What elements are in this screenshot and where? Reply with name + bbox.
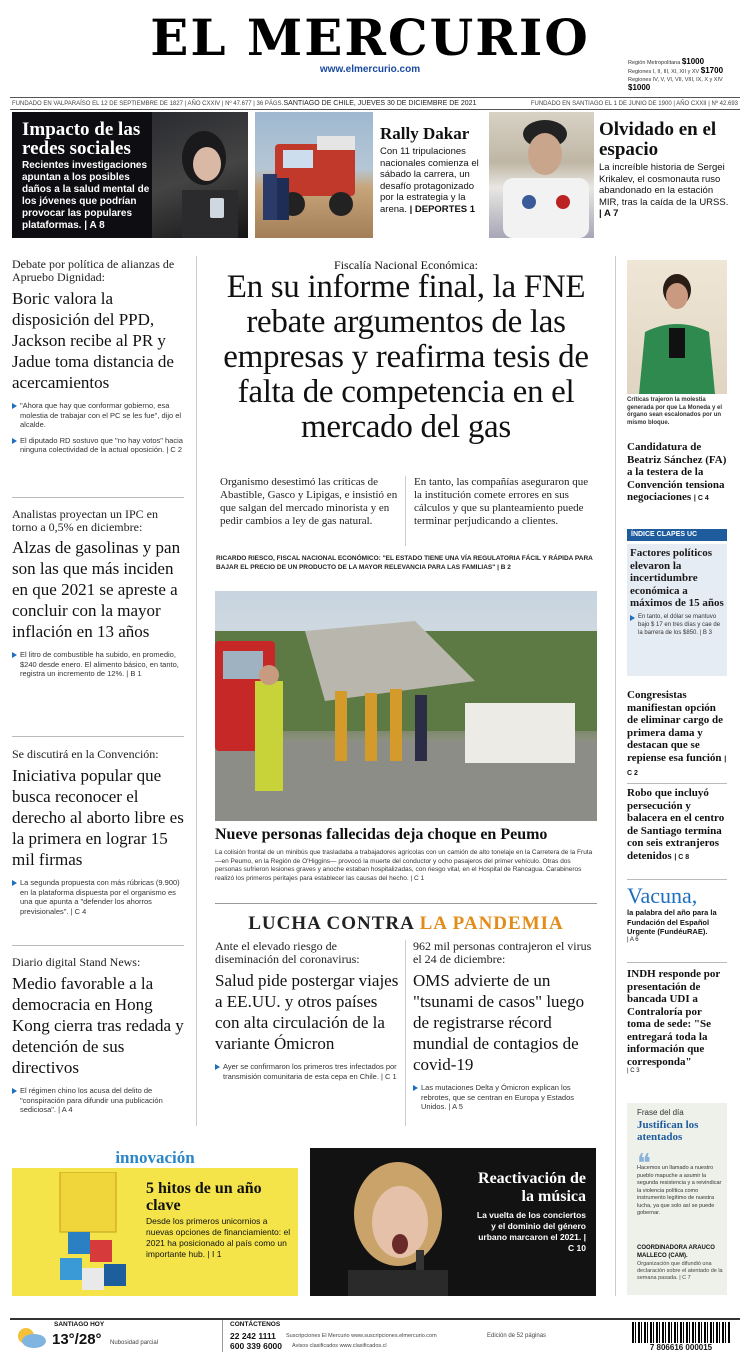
column-rule-right xyxy=(615,256,616,1296)
price-label-1: Región Metropolitana xyxy=(628,60,681,66)
barcode xyxy=(632,1322,730,1344)
frase-note: Organización que difundió una declaración sobre el atentado de la semana pasada. | C 7 xyxy=(637,1261,723,1281)
promo-1-text: Recientes investigaciones apuntan a los posibles daños a la salud mental de los jóvenes que podrían provocar las populares plataformas. xyxy=(22,160,150,231)
promo-photo-truck xyxy=(255,112,373,238)
barcode-number: 7 806616 000015 xyxy=(632,1343,730,1352)
quote-mark-icon: ❝ xyxy=(637,1149,651,1179)
edition-pages: Edición de 52 páginas xyxy=(487,1333,547,1339)
pandemic-label-2: LA PANDEMIA xyxy=(419,913,564,934)
weather-desc: Nubosidad parcial xyxy=(110,1340,159,1346)
story-3-kicker: Se discutirá en la Convención: xyxy=(12,747,159,761)
price-label-2: Regiones I, II, III, XI, XII y XV xyxy=(628,69,700,75)
right-5-tag: | C 3 xyxy=(627,1068,640,1074)
price-label-3: Regiones IV, V, VI, VII, VIII, IX, X y XIV xyxy=(628,77,723,83)
lead-headline[interactable]: En su informe final, la FNE rebate argumentos de las empresas y reafirma tesis de falta de competencia en el mercado del gas xyxy=(223,269,589,445)
lead-col-1: Organismo desestimó las críticas de Abastible, Gasco y Lipigas, e insistió en que salgan del mercado minorista y en pedir cambios a ley de gas natural. xyxy=(220,476,398,527)
story-3-headline: Iniciativa popular que busca reconocer el derecho al aborto libre es la primera en lograr 15 mil firmas xyxy=(12,766,184,869)
promo-1-tag: | A 8 xyxy=(84,220,105,231)
weather-label: SANTIAGO HOY xyxy=(54,1321,105,1328)
lead-kicker: Fiscalía Nacional Económica: xyxy=(334,258,478,272)
story-factores[interactable] xyxy=(627,544,727,676)
dateline-left: FUNDADO EN VALPARAÍSO EL 12 DE SEPTIEMBRE DE 1827 | AÑO CXXIV | Nº 47.677 | 36 PÁGS. xyxy=(12,101,284,107)
dateline xyxy=(10,97,740,110)
crash-scene-illustration xyxy=(215,591,597,821)
pandemic-label-1: LUCHA CONTRA xyxy=(248,913,420,934)
right-5-headline: INDH responde por presentación de bancada UDI a Contraloría por toma de sede: "Se entregará toda la información que corresponda" xyxy=(627,968,721,1068)
promo-redes-sociales[interactable] xyxy=(12,112,248,238)
right-photo-sanchez[interactable] xyxy=(627,260,727,394)
divider xyxy=(12,497,184,498)
frase-text: Hacemos un llamado a nuestro pueblo mapuche a asumir la segunda resistencia y a reivindicar la violencia política como instrumento legítimo de nuestra lucha, ya que solo así se puede gobernar. xyxy=(637,1165,722,1216)
frase-title: Justifican los atentados xyxy=(637,1119,699,1143)
price-box xyxy=(628,58,740,93)
promo-olvidado-espacio[interactable] xyxy=(489,112,739,238)
promo-1-title: Impacto de las redes sociales xyxy=(22,119,141,159)
photo-headline[interactable]: Nueve personas fallecidas deja choque en Peumo xyxy=(215,826,548,843)
story-boric[interactable] xyxy=(12,258,184,455)
promo-photo-cosmonaut xyxy=(489,112,594,238)
story-2-kicker: Analistas proyectan un IPC en torno a 0,5% en diciembre: xyxy=(12,507,158,534)
lead-col-2: En tanto, las compañías aseguraron que la institución comete errores en sus cálculos y que su planteamiento puede terminar perjudicando a clientes. xyxy=(414,476,589,527)
music-box[interactable] xyxy=(310,1148,596,1296)
story-indh[interactable] xyxy=(627,968,727,1074)
story-2-bullet-1: El litro de combustible ha subido, en promedio, $240 desde enero. El alimento básico, en tanto, registra un incremento de 12%. | B 1 xyxy=(12,650,184,679)
divider xyxy=(12,945,184,946)
pandemic-a-kicker: Ante el elevado riesgo de diseminación del coronavirus: xyxy=(215,939,360,966)
frase-del-dia-box[interactable] xyxy=(627,1103,727,1295)
story-1-bullet-1: "Ahora que hay que conformar gobierno, esa molestia de trabajar con el PC se les fue", dijo el alcalde. xyxy=(12,401,184,430)
woman-portrait-illustration xyxy=(627,260,727,394)
masthead-title: EL MERCURIO xyxy=(150,8,590,67)
right-1-tag: | C 4 xyxy=(693,495,709,502)
story-2-headline: Alzas de gasolinas y pan son las que más inciden en que 2021 se apreste a concluir con la mayor inflación en 13 años xyxy=(12,538,181,641)
pandemic-b-bullet: Las mutaciones Delta y Ómicron explican los rebrotes, que se centran en Europa y Estados Unidos. | A 5 xyxy=(413,1083,598,1112)
story-3-bullet-1: La segunda propuesta con más rúbricas (9.900) en la plataforma dispuesta por el organismo es una que apunta a "defender los ahorros previsionales". | C 4 xyxy=(12,878,184,916)
frase-label: Frase del día xyxy=(637,1108,684,1117)
story-ipc[interactable] xyxy=(12,508,184,679)
phone-classifieds[interactable]: 600 339 6000 xyxy=(230,1341,282,1351)
lead-quote: RICARDO RIESCO, FISCAL NACIONAL ECONÓMICO: "EL ESTADO TIENE UNA VÍA REGULATORIA FÁCIL Y RÁPIDA PARA BAJAR EL PRECIO DE UN PRODUCTO DE LA MAYOR RELEVANCIA PARA LAS FAMILIAS" | B 2 xyxy=(216,555,593,571)
innovation-title: 5 hitos de un año clave xyxy=(146,1180,262,1214)
innovation-label: innovación xyxy=(115,1148,195,1167)
story-4-headline: Medio favorable a la democracia en Hong Kong cierra tras redada y detención de sus directivos xyxy=(12,974,184,1077)
masthead-url[interactable]: www.elmercurio.com xyxy=(319,64,421,75)
pandemic-a-bullet: Ayer se confirmaron los primeros tres infectados por transmisión comunitaria de esta cepa en Chile. | C 1 xyxy=(215,1062,400,1081)
right-4-headline: Robo que incluyó persecución y balacera en el centro de Santiago termina con seis extranjeros detenidos xyxy=(627,787,725,862)
innovation-box[interactable] xyxy=(12,1168,298,1296)
story-1-bullet-2: El diputado RD sostuvo que "no hay votos" hacia ninguna colectividad de la actual oposición. | C 2 xyxy=(12,436,184,455)
woman-phone-illustration xyxy=(152,112,248,238)
music-title: Reactivación de la música xyxy=(478,1170,586,1205)
crash-photo[interactable] xyxy=(215,591,597,821)
phone-classifieds-note: Avisos clasificados www.clasificados.cl xyxy=(292,1343,387,1349)
right-2-bullet: En tanto, el dólar se mantuvo bajo $ 17 en tres días y cae de la barrera de los $850. | B 3 xyxy=(630,613,724,637)
story-primera-dama[interactable] xyxy=(627,689,727,781)
promo-3-text: La increíble historia de Sergei Krikalev, el cosmonauta ruso abandonado en la estación MIR, tras la caída de la URSS. xyxy=(599,162,729,208)
promo-3-tag: | A 7 xyxy=(599,208,619,219)
pandemic-b-kicker: 962 mil personas contrajeron el virus el 24 de diciembre: xyxy=(413,939,592,966)
story-robo[interactable] xyxy=(627,787,727,864)
lead-col-rule xyxy=(405,476,406,546)
innovation-tag: | I 1 xyxy=(207,1249,222,1259)
right-1-headline: Candidatura de Beatriz Sánchez (FA) a la testera de la Convención tensiona negociaciones xyxy=(627,441,727,503)
promo-photo-woman-phone xyxy=(152,112,248,238)
vacuna-word: Vacuna, xyxy=(627,883,698,908)
pandemic-b-headline: OMS advierte de un "tsunami de casos" luego de registrarse récord mundial de contagios de covid-19 xyxy=(413,971,585,1074)
divider xyxy=(215,903,597,904)
singer-illustration xyxy=(328,1154,468,1296)
promo-2-title: Rally Dakar xyxy=(380,124,470,143)
promo-2-tag: | DEPORTES 1 xyxy=(409,203,476,215)
price-1: $1000 xyxy=(681,57,705,66)
story-aborto[interactable] xyxy=(12,748,184,916)
cosmonaut-illustration xyxy=(489,112,594,238)
price-2: $1700 xyxy=(700,66,724,75)
vacuna-text: la palabra del año para la Fundación del Español Urgente (FundéuRAE). xyxy=(627,908,717,936)
innovation-text: Desde los primeros unicornios a nuevas opciones de financiamiento: el 2021 ha posicionado al país como un importante hub. xyxy=(146,1216,291,1259)
dakar-truck-illustration xyxy=(255,112,373,238)
index-label: ÍNDICE CLAPES UC xyxy=(627,529,727,541)
column-rule-left xyxy=(196,256,197,1126)
dateline-right: FUNDADO EN SANTIAGO EL 1 DE JUNIO DE 1900 | AÑO CXXII | Nº 42.693 xyxy=(530,101,738,107)
music-tag: | C 10 xyxy=(568,1232,586,1253)
right-photo-caption: Críticas trajeron la molestia generada por que La Moneda y el órgano sean escalonados por un mismo bloque. xyxy=(627,397,723,426)
right-3-tag: | C 2 xyxy=(627,755,727,777)
promo-2-text: Con 11 tripulaciones nacionales comienza el sábado la carrera, un desafío protagonizado por la estrategia y la arena. xyxy=(380,146,479,215)
story-4-kicker: Diario digital Stand News: xyxy=(12,955,141,969)
story-hong-kong[interactable] xyxy=(12,956,184,1115)
divider xyxy=(627,879,727,880)
story-candidatura[interactable] xyxy=(627,441,727,506)
story-4-bullet-1: El régimen chino los acusa del delito de "conspiración para difundir una publicación sediciosa". | A 4 xyxy=(12,1086,184,1115)
frase-author: COORDINADORA ARAUCO MALLECO (CAM). xyxy=(637,1245,715,1259)
story-salud[interactable] xyxy=(215,940,400,1081)
promo-3-title: Olvidado en el espacio xyxy=(599,119,717,160)
divider xyxy=(627,783,727,784)
right-4-tag: | C 8 xyxy=(674,853,690,861)
innovation-cubes-illustration xyxy=(48,1172,136,1296)
story-vacuna[interactable] xyxy=(627,884,727,943)
divider xyxy=(12,736,184,737)
promo-rally-dakar[interactable] xyxy=(255,112,486,238)
partly-cloudy-icon xyxy=(14,1324,48,1350)
footer-divider xyxy=(222,1320,223,1352)
divider xyxy=(627,962,727,963)
photo-text: La colisión frontal de un minibús que trasladaba a trabajadores agrícolas con un camión de alto tonelaje en la Carretera de la Fruta —en Peumo, en la Región de O'Higgins— provocó la muerte del conductor y ocho pasajeros del primer vehículo. Otras dos personas sufrieron lesiones graves y anoche estaban hospitalizadas, con riesgo vital, en el Hospital de Rancagua. Carabineros realizó los primeros peritajes para establecer las causas del hecho. | C 1 xyxy=(215,849,593,882)
story-oms[interactable] xyxy=(413,940,598,1112)
vacuna-tag: | A 6 xyxy=(627,936,639,943)
right-3-headline: Congresistas manifiestan opción de eliminar cargo de primera dama y destacan que se repiense esa función xyxy=(627,689,724,764)
story-1-headline: Boric valora la disposición del PPD, Jackson recibe al PR y Jadue toma distancia de acercamientos xyxy=(12,289,174,392)
phone-subscriptions[interactable]: 22 242 1111 xyxy=(230,1331,276,1341)
pandemic-section-label xyxy=(215,913,597,935)
phone-subscriptions-note: Suscripciones El Mercurio www.suscripciones.elmercurio.com xyxy=(286,1333,437,1339)
right-2-headline: Factores políticos elevaron la incertidumbre económica a máximos de 15 años xyxy=(630,547,724,609)
weather-temp: 13°/28° xyxy=(52,1331,102,1348)
column-rule xyxy=(405,940,406,1126)
story-1-kicker: Debate por política de alianzas de Apruebo Dignidad: xyxy=(12,257,175,284)
price-3: $1000 xyxy=(628,83,651,92)
music-text: La vuelta de los conciertos y el dominio del género urbano marcaron el 2021. xyxy=(476,1210,586,1242)
pandemic-a-headline: Salud pide postergar viajes a EE.UU. y otros países con alta circulación de la variante Ómicron xyxy=(215,971,399,1053)
dateline-date: SANTIAGO DE CHILE, JUEVES 30 DE DICIEMBRE DE 2021 xyxy=(283,100,477,107)
contact-label: CONTÁCTENOS xyxy=(230,1321,281,1328)
